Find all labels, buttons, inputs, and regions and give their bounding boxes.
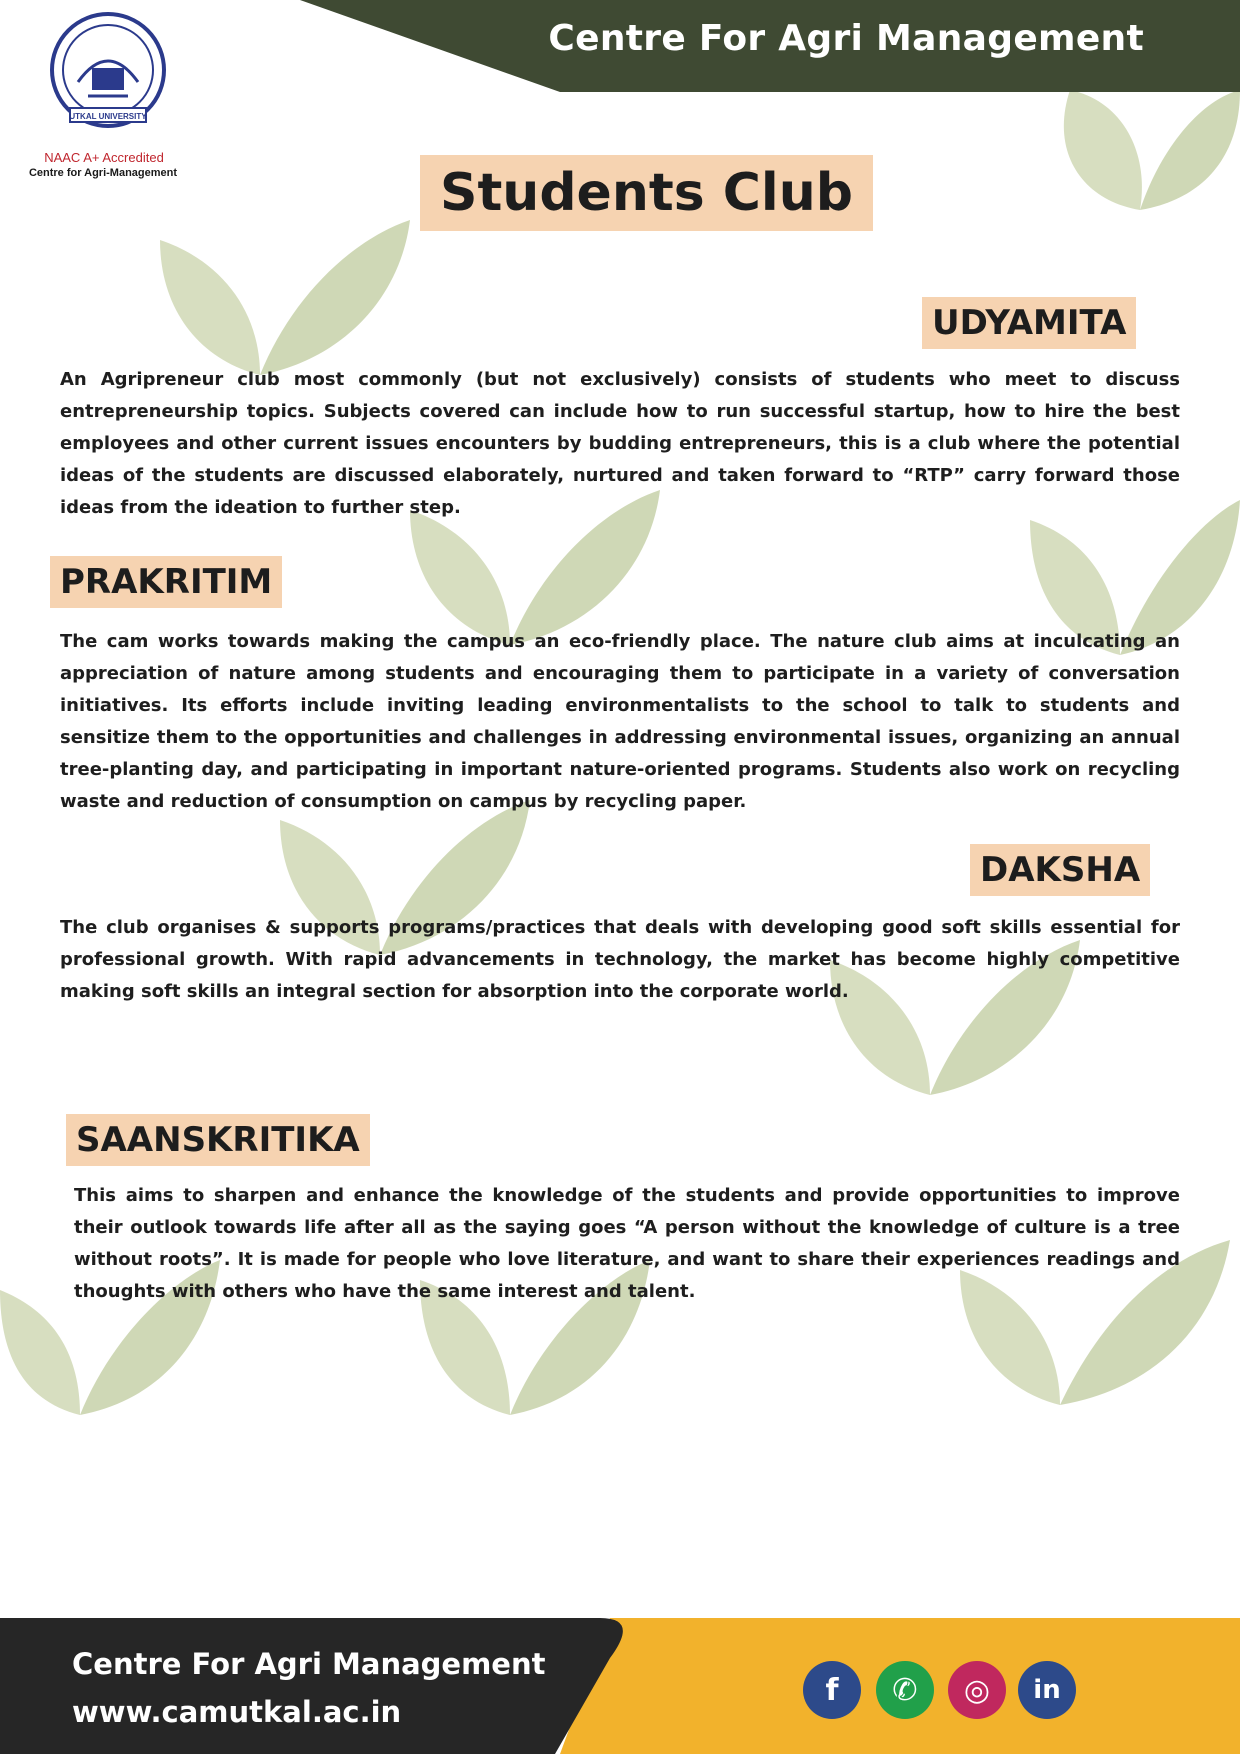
whatsapp-icon[interactable] bbox=[876, 1661, 934, 1719]
header-title: Centre For Agri Management bbox=[548, 18, 1144, 59]
university-logo bbox=[8, 10, 188, 180]
facebook-icon[interactable] bbox=[803, 1661, 861, 1719]
logo-subtitle: Centre for Agri-Management bbox=[28, 167, 178, 179]
linkedin-icon[interactable] bbox=[1018, 1661, 1076, 1719]
section-heading-daksha: DAKSHA bbox=[970, 844, 1150, 896]
page-title: Students Club bbox=[420, 155, 873, 231]
linkedin-glyph: in bbox=[1033, 1675, 1061, 1705]
leaf-decoration bbox=[150, 210, 410, 380]
accreditation-label: NAAC A+ Accredited bbox=[44, 150, 164, 165]
whatsapp-glyph: ✆ bbox=[892, 1672, 918, 1708]
section-text-daksha: The club organises & supports programs/practices that deals with developing good soft skills essential for professional growth. With rapid advancements in technology, the market has become highly competitive making soft skills an integral section for absorption into the corporate world. bbox=[60, 917, 1180, 1002]
section-heading-udyamita: UDYAMITA bbox=[922, 297, 1136, 349]
section-heading-prakritim: PRAKRITIM bbox=[50, 556, 282, 608]
footer-org-name: Centre For Agri Management bbox=[72, 1647, 546, 1681]
svg-text:UTKAL UNIVERSITY: UTKAL UNIVERSITY bbox=[69, 112, 147, 121]
section-text-prakritim: The cam works towards making the campus an eco-friendly place. The nature club aims at inculcating an appreciation of nature among students and encouraging them to participate in a variety of conversation initiatives. Its efforts include inviting leading environmentalists to the school to talk to students and sensitize them to the opportunities and challenges in addressing environmental issues, organizing an annual tree-planting day, and participating in important nature-oriented programs. Students also work on recycling waste and reduction of consumption on campus by recycling paper. bbox=[60, 631, 1180, 812]
instagram-glyph: ◎ bbox=[963, 1672, 991, 1708]
instagram-icon[interactable] bbox=[948, 1661, 1006, 1719]
section-heading-saanskritika: SAANSKRITIKA bbox=[66, 1114, 370, 1166]
footer-website-link[interactable]: www.camutkal.ac.in bbox=[72, 1695, 402, 1729]
section-text-udyamita: An Agripreneur club most commonly (but not exclusively) consists of students who meet to discuss entrepreneurship topics. Subjects covered can include how to run successful startup, how to hire the best employees and other current issues encounters by budding entrepreneurs, this is a club where the potential ideas of the students are discussed elaborately, nurtured and taken forward to “RTP” carry forward those ideas from the ideation to further step. bbox=[60, 369, 1180, 518]
university-seal-icon bbox=[48, 10, 168, 130]
section-text-saanskritika: This aims to sharpen and enhance the knowledge of the students and provide opportunities to improve their outlook towards life after all as the saying goes “A person without the knowledge of culture is a tree without roots”. It is made for people who love literature, and want to share their experiences readings and thoughts with others who have the same interest and talent. bbox=[74, 1185, 1180, 1302]
facebook-glyph: f bbox=[825, 1672, 839, 1708]
